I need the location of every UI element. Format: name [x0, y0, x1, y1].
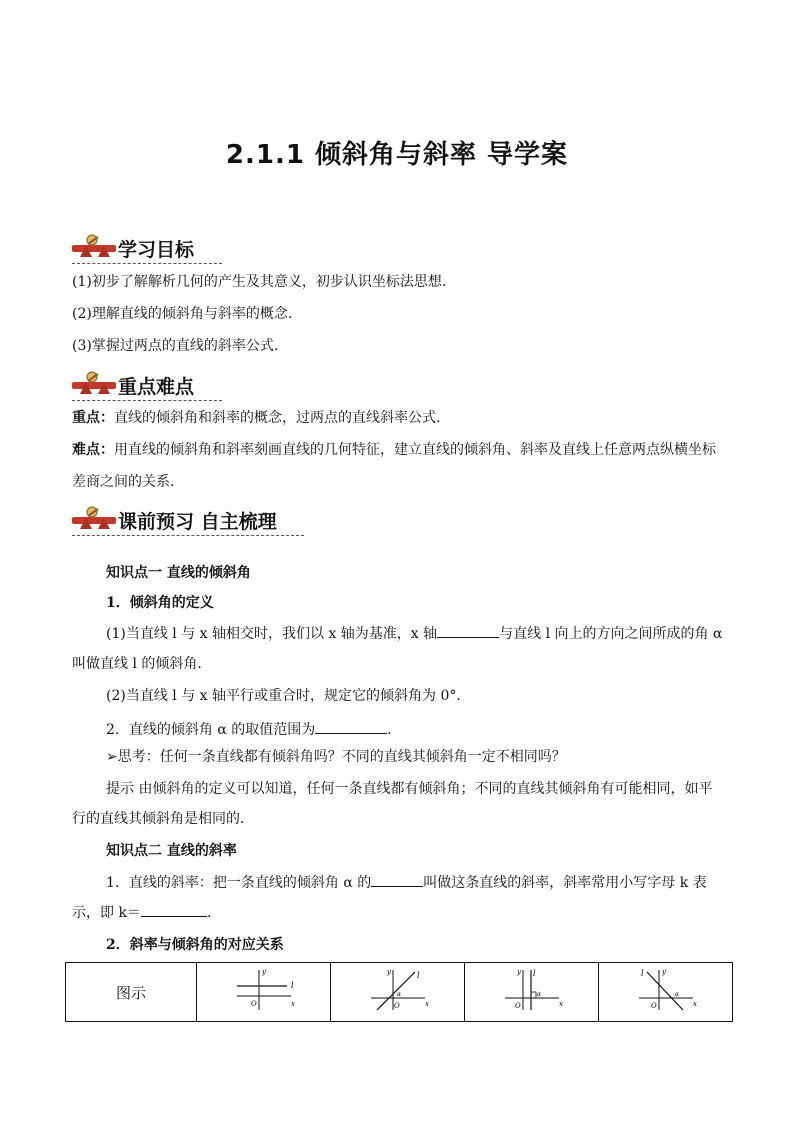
figure-table [65, 962, 733, 1022]
svg-text:α: α [674, 991, 679, 998]
definition-paragraph-2: (2)当直线 l 与 x 轴平行或重合时，规定它的倾斜角为 0°. [106, 688, 461, 704]
figure-acute-line [331, 963, 465, 1022]
goal-item-1: (1)初步了解解析几何的产生及其意义，初步认识坐标法思想. [72, 274, 447, 290]
section-heading: 课前预习 自主梳理 [118, 511, 277, 533]
svg-text:O: O [393, 1002, 400, 1010]
figure-horizontal-line [197, 963, 331, 1022]
difficulty-line [72, 434, 722, 498]
definition-text-b: 与直线 l 向上的方向之间所成的角 α 叫做直线 l 的倾斜角． [72, 626, 723, 672]
knowledge-point-1-title: 知识点一 直线的倾斜角 [106, 565, 251, 581]
section-header-preview [72, 505, 304, 536]
think-question: ➢思考：任何一条直线都有倾斜角吗？不同的直线其倾斜角一定不相同吗？ [106, 749, 566, 765]
fill-blank[interactable] [371, 870, 423, 887]
svg-text:O: O [250, 1000, 257, 1008]
svg-text:y: y [516, 968, 521, 976]
knowledge-point-1-subtitle: 1．倾斜角的定义 [106, 595, 214, 611]
svg-text:x: x [424, 1000, 429, 1008]
svg-text:y: y [261, 968, 266, 976]
section-heading: 学习目标 [118, 239, 195, 261]
difficulty-text: 用直线的倾斜角和斜率刻画直线的几何特征，建立直线的倾斜角、斜率及直线上任意两点纵横坐标差商之间的关系. [72, 442, 716, 490]
section-badge-icon [72, 370, 116, 398]
key-label: 重点： [72, 410, 114, 426]
fill-blank[interactable] [437, 621, 499, 638]
range-paragraph [106, 717, 392, 740]
svg-text:α: α [536, 991, 541, 998]
svg-text:x: x [558, 1000, 563, 1008]
goal-item-2: (2)理解直线的倾斜角与斜率的概念. [72, 306, 293, 322]
svg-text:O: O [514, 1002, 521, 1010]
svg-text:l: l [290, 981, 294, 990]
svg-text:y: y [661, 968, 666, 976]
svg-text:x: x [290, 1000, 295, 1008]
hint-paragraph: 提示 由倾斜角的定义可以知道，任何一条直线都有倾斜角；不同的直线其倾斜角有可能相同，如平行的直线其倾斜角是相同的． [72, 781, 713, 827]
figure-label-cell: 图示 [66, 963, 197, 1022]
fill-blank[interactable] [315, 717, 387, 734]
svg-text:x: x [692, 1000, 697, 1008]
fill-blank[interactable] [141, 900, 207, 917]
svg-text:l: l [532, 969, 536, 978]
svg-text:l: l [416, 971, 420, 980]
slope-paragraph [72, 868, 724, 928]
slope-text-a: 1．直线的斜率：把一条直线的倾斜角 α 的 [106, 875, 372, 891]
range-period: . [387, 722, 392, 738]
section-header-keypoints [72, 370, 222, 401]
section-header-goals [72, 233, 222, 264]
page-title: 2.1.1 倾斜角与斜率 导学案 [225, 140, 569, 170]
svg-text:α: α [396, 991, 401, 998]
slope-period: . [206, 905, 212, 921]
table-row [66, 963, 733, 1022]
section-badge-icon [72, 233, 116, 261]
graph-vertical-icon [497, 966, 567, 1014]
range-text: 2．直线的倾斜角 α 的取值范围为 [106, 722, 316, 738]
svg-text:y: y [386, 968, 391, 976]
figure-vertical-line [465, 963, 599, 1022]
definition-paragraph-1 [72, 619, 724, 679]
svg-text:l: l [640, 969, 644, 978]
slope-text-b: 叫做这条直线的斜率，斜率常用小写字母 k 表示，即 k＝ [72, 875, 707, 921]
correspondence-subtitle: 2．斜率与倾斜角的对应关系 [106, 937, 284, 953]
graph-obtuse-icon [631, 966, 701, 1014]
figure-obtuse-line [599, 963, 733, 1022]
svg-text:O: O [650, 1002, 657, 1010]
goal-item-3: (3)掌握过两点的直线的斜率公式. [72, 338, 279, 354]
key-text: 直线的倾斜角和斜率的概念，过两点的直线斜率公式. [114, 410, 441, 426]
key-point-line [72, 408, 440, 428]
section-badge-icon [72, 505, 116, 533]
graph-acute-icon [363, 966, 433, 1014]
definition-text-a: (1)当直线 l 与 x 轴相交时，我们以 x 轴为基准，x 轴 [106, 626, 438, 642]
knowledge-point-2-title: 知识点二 直线的斜率 [106, 843, 237, 859]
graph-horizontal-icon [229, 966, 299, 1014]
difficulty-label: 难点： [72, 442, 114, 458]
section-heading: 重点难点 [118, 376, 195, 398]
